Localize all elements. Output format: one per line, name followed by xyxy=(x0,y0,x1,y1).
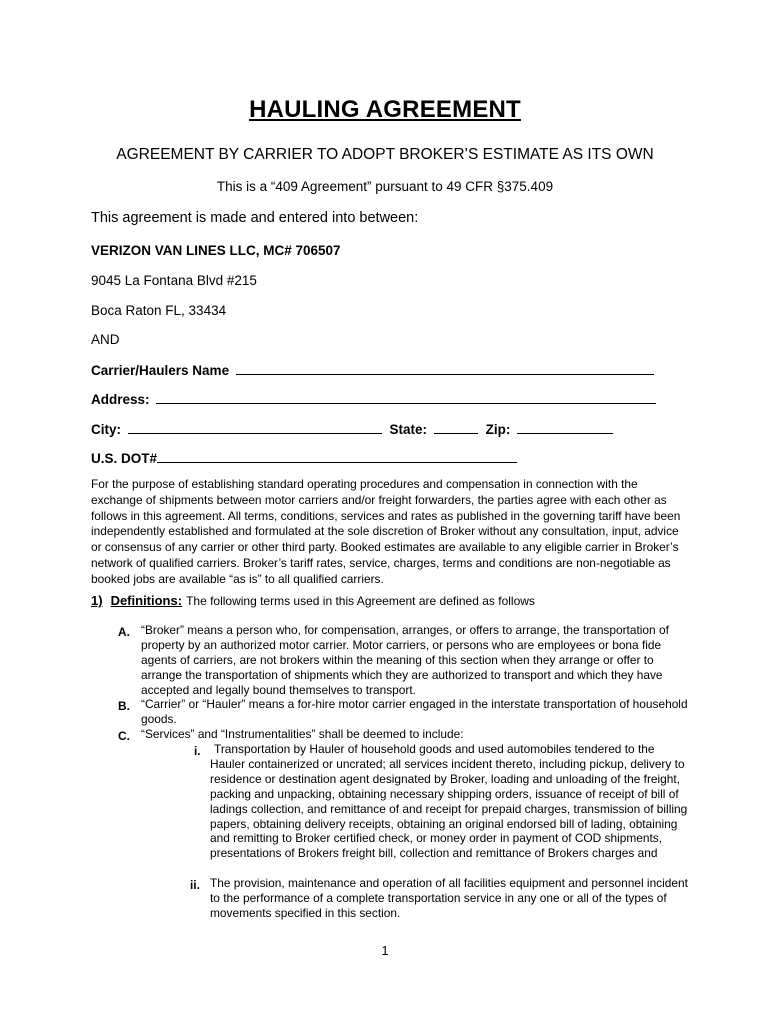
purpose-paragraph: For the purpose of establishing standard operating procedures and compensation in connection with the exchange of shipments between motor carriers and/or freight forwarders, the parties agree with each other as follows in this agreement. All terms, conditions, services and rates as published in the governing tariff have been independently established and formulated at the sole discretion of Broker without any consultation, input, advice or consensus of any carrier or other third party. Booked estimates are available to any eligible carrier in Broker’s network of qualified carriers. Broker’s tariff rates, service, charges, terms and conditions are non-negotiable as booked jobs are available “as is” to all qualified carriers. xyxy=(91,477,681,586)
definition-item-c: “Services” and “Instrumentalities” shall be deemed to include: xyxy=(141,727,464,741)
zip-line[interactable] xyxy=(517,420,613,434)
usdot-row xyxy=(91,449,517,466)
subitem-marker-ii: ii. xyxy=(190,878,200,892)
definition-marker-b: B. xyxy=(118,699,130,713)
city-state-zip-row xyxy=(91,420,613,437)
definitions-heading xyxy=(91,593,535,608)
broker-address-line1: 9045 La Fontana Blvd #215 xyxy=(91,273,257,288)
carrier-name-label: Carrier/Haulers Name xyxy=(91,363,230,378)
subtitle-409: This is a “409 Agreement” pursuant to 49 CFR §375.409 xyxy=(216,179,554,194)
and-text: AND xyxy=(91,332,120,347)
zip-label: Zip: xyxy=(485,422,511,437)
usdot-line[interactable] xyxy=(157,449,517,463)
definition-item-a: “Broker” means a person who, for compensation, arranges, or offers to arrange, the transportation of property by an authorized motor carrier. Motor carriers, or persons who are employees or bona fide agents of carriers, are not brokers within the meaning of this section when they arrange or offer to arrange the transportation of shipments which they are authorized to transport and which they have accepted and legally bound themselves to transport. xyxy=(141,623,669,697)
section-number: 1) xyxy=(91,593,103,608)
city-label: City: xyxy=(91,422,121,437)
broker-name: VERIZON VAN LINES LLC, MC# 706507 xyxy=(91,243,341,258)
page-number: 1 xyxy=(381,943,389,958)
subitem-ii: The provision, maintenance and operation of all facilities equipment and personnel incident to the performance of a complete transportation service in any one or all of the types of movements specified in this section. xyxy=(210,876,688,920)
section-description: The following terms used in this Agreement are defined as follows xyxy=(186,594,535,608)
carrier-name-row xyxy=(91,361,654,378)
subitem-marker-i: i. xyxy=(194,744,201,758)
subitem-i: Transportation by Hauler of household goods and used automobiles tendered to the Hauler containerized or uncrated; all services incident thereto, including pickup, delivery to residence or destination agent designated by Broker, loading and unloading of the freight, packing and unpacking, obtaining necessary shipping orders, issuance of receipt of bill of ladings collection, and remittance of and receipt for prepaid charges, transmission of billing papers, obtaining delivery receipts, obtaining an original endorsed bill of lading, obtaining and remitting to Broker certified check, or money order in payment of COD shipments, presentations of Brokers freight bill, collection and remittance of Brokers charges and xyxy=(210,742,688,861)
definition-marker-a: A. xyxy=(118,625,130,639)
address-row xyxy=(91,390,656,407)
definition-marker-c: C. xyxy=(118,729,130,743)
section-title: Definitions: xyxy=(110,593,183,608)
page-title: HAULING AGREEMENT xyxy=(249,96,521,123)
usdot-label: U.S. DOT# xyxy=(91,451,158,466)
intro-text: This agreement is made and entered into between: xyxy=(91,210,419,226)
address-line[interactable] xyxy=(156,390,656,404)
subtitle: AGREEMENT BY CARRIER TO ADOPT BROKER’S ESTIMATE AS ITS OWN xyxy=(116,146,654,163)
city-line[interactable] xyxy=(128,420,382,434)
definition-item-b: “Carrier” or “Hauler” means a for-hire motor carrier engaged in the interstate transportation of household goods. xyxy=(141,697,688,726)
state-label: State: xyxy=(389,422,428,437)
address-label: Address: xyxy=(91,392,150,407)
broker-address-line2: Boca Raton FL, 33434 xyxy=(91,303,227,318)
carrier-name-line[interactable] xyxy=(236,361,654,375)
state-line[interactable] xyxy=(434,420,478,434)
